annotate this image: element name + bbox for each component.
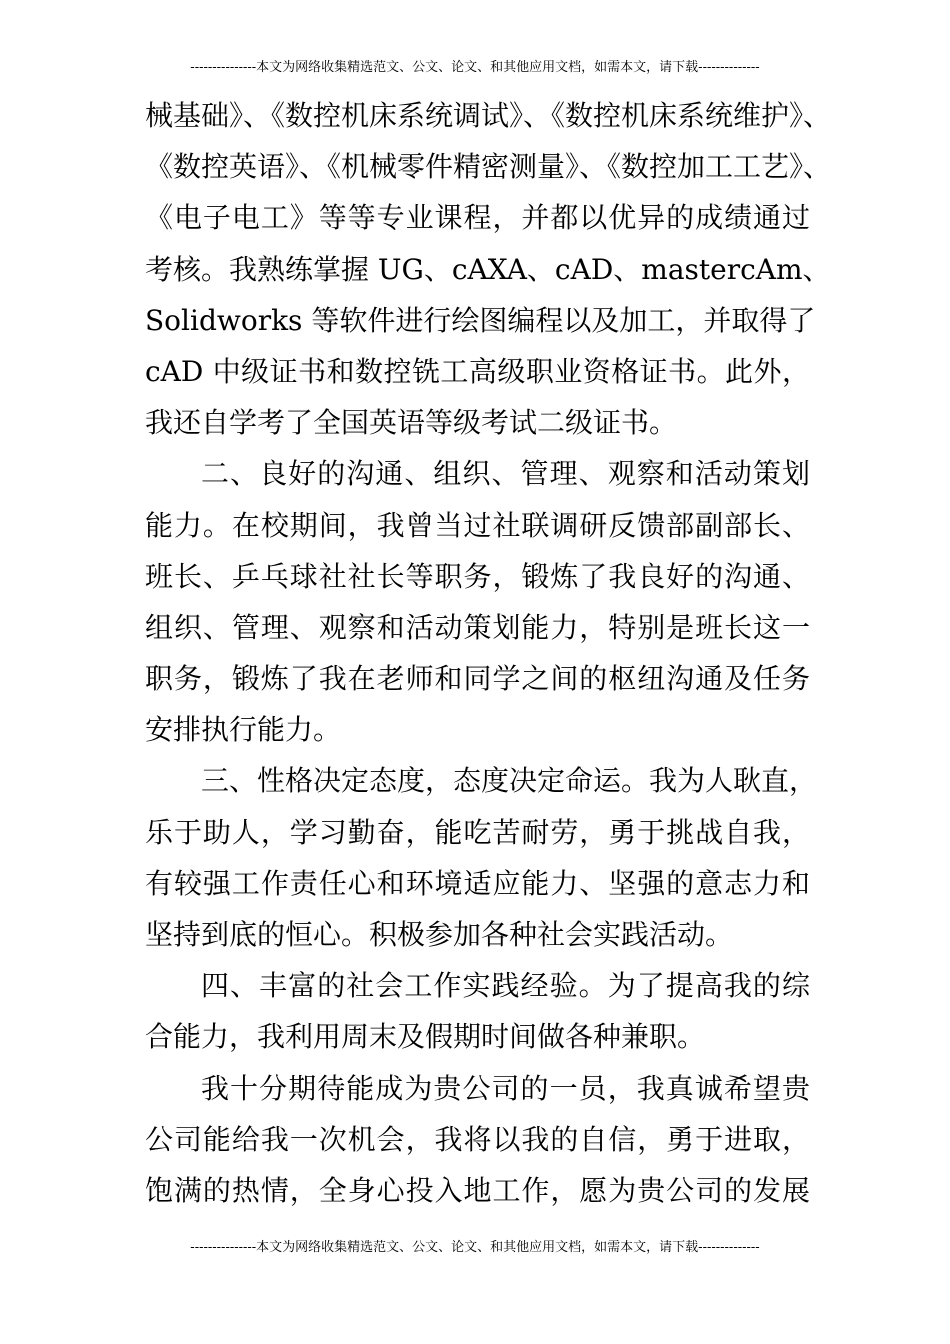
paragraph-first-line: 四、丰富的社会工作实践经验。为了提高我的综 xyxy=(201,969,810,1003)
document-body xyxy=(145,90,832,1216)
text-line: 《数控英语》、《机械零件精密测量》、《数控加工工艺》、 xyxy=(145,150,832,184)
text-line: 械基础》、《数控机床系统调试》、《数控机床系统维护》、 xyxy=(145,99,832,132)
text-line: 公司能给我一次机会，我将以我的自信，勇于进取， xyxy=(145,1122,810,1156)
text-line: 有较强工作责任心和环境适应能力、坚强的意志力和 xyxy=(145,866,810,900)
text-line: Solidworks 等软件进行绘图编程以及加工，并取得了 xyxy=(145,303,816,337)
paragraph-first-line: 二、良好的沟通、组织、管理、观察和活动策划 xyxy=(201,457,810,491)
text-line: 饱满的热情，全身心投入地工作，愿为贵公司的发展 xyxy=(145,1173,810,1207)
text-line: 我还自学考了全国英语等级考试二级证书。 xyxy=(145,406,678,440)
text-line: 组织、管理、观察和活动策划能力，特别是班长这一 xyxy=(145,610,810,644)
text-line: 安排执行能力。 xyxy=(145,713,342,747)
text-line: 班长、乒乓球社社长等职务，锻炼了我良好的沟通、 xyxy=(145,559,810,593)
text-line: cAD 中级证书和数控铣工高级职业资格证书。此外， xyxy=(145,354,810,388)
text-line: 能力。在校期间，我曾当过社联调研反馈部副部长、 xyxy=(145,508,810,542)
paragraph-first-line: 我十分期待能成为贵公司的一员，我真诚希望贵 xyxy=(201,1071,810,1105)
text-line: 考核。我熟练掌握 UG、cAXA、cAD、mastercAm、 xyxy=(145,252,831,286)
page-header-note: ---------------本文为网络收集精选范文、公文、论文、和其他应用文档，如需本文，请下载-------------- xyxy=(190,60,760,75)
text-line: 职务，锻炼了我在老师和同学之间的枢纽沟通及任务 xyxy=(145,662,810,696)
text-line: 坚持到底的恒心。积极参加各种社会实践活动。 xyxy=(145,918,734,951)
page-footer-note: ---------------本文为网络收集精选范文、公文、论文、和其他应用文档，如需本文，请下载-------------- xyxy=(190,1240,760,1255)
text-line: 合能力，我利用周末及假期时间做各种兼职。 xyxy=(145,1020,706,1054)
text-line: 《电子电工》等等专业课程，并都以优异的成绩通过 xyxy=(145,201,810,235)
text-line: 乐于助人，学习勤奋，能吃苦耐劳，勇于挑战自我， xyxy=(145,815,810,849)
paragraph-first-line: 三、性格决定态度，态度决定命运。我为人耿直， xyxy=(201,764,818,798)
